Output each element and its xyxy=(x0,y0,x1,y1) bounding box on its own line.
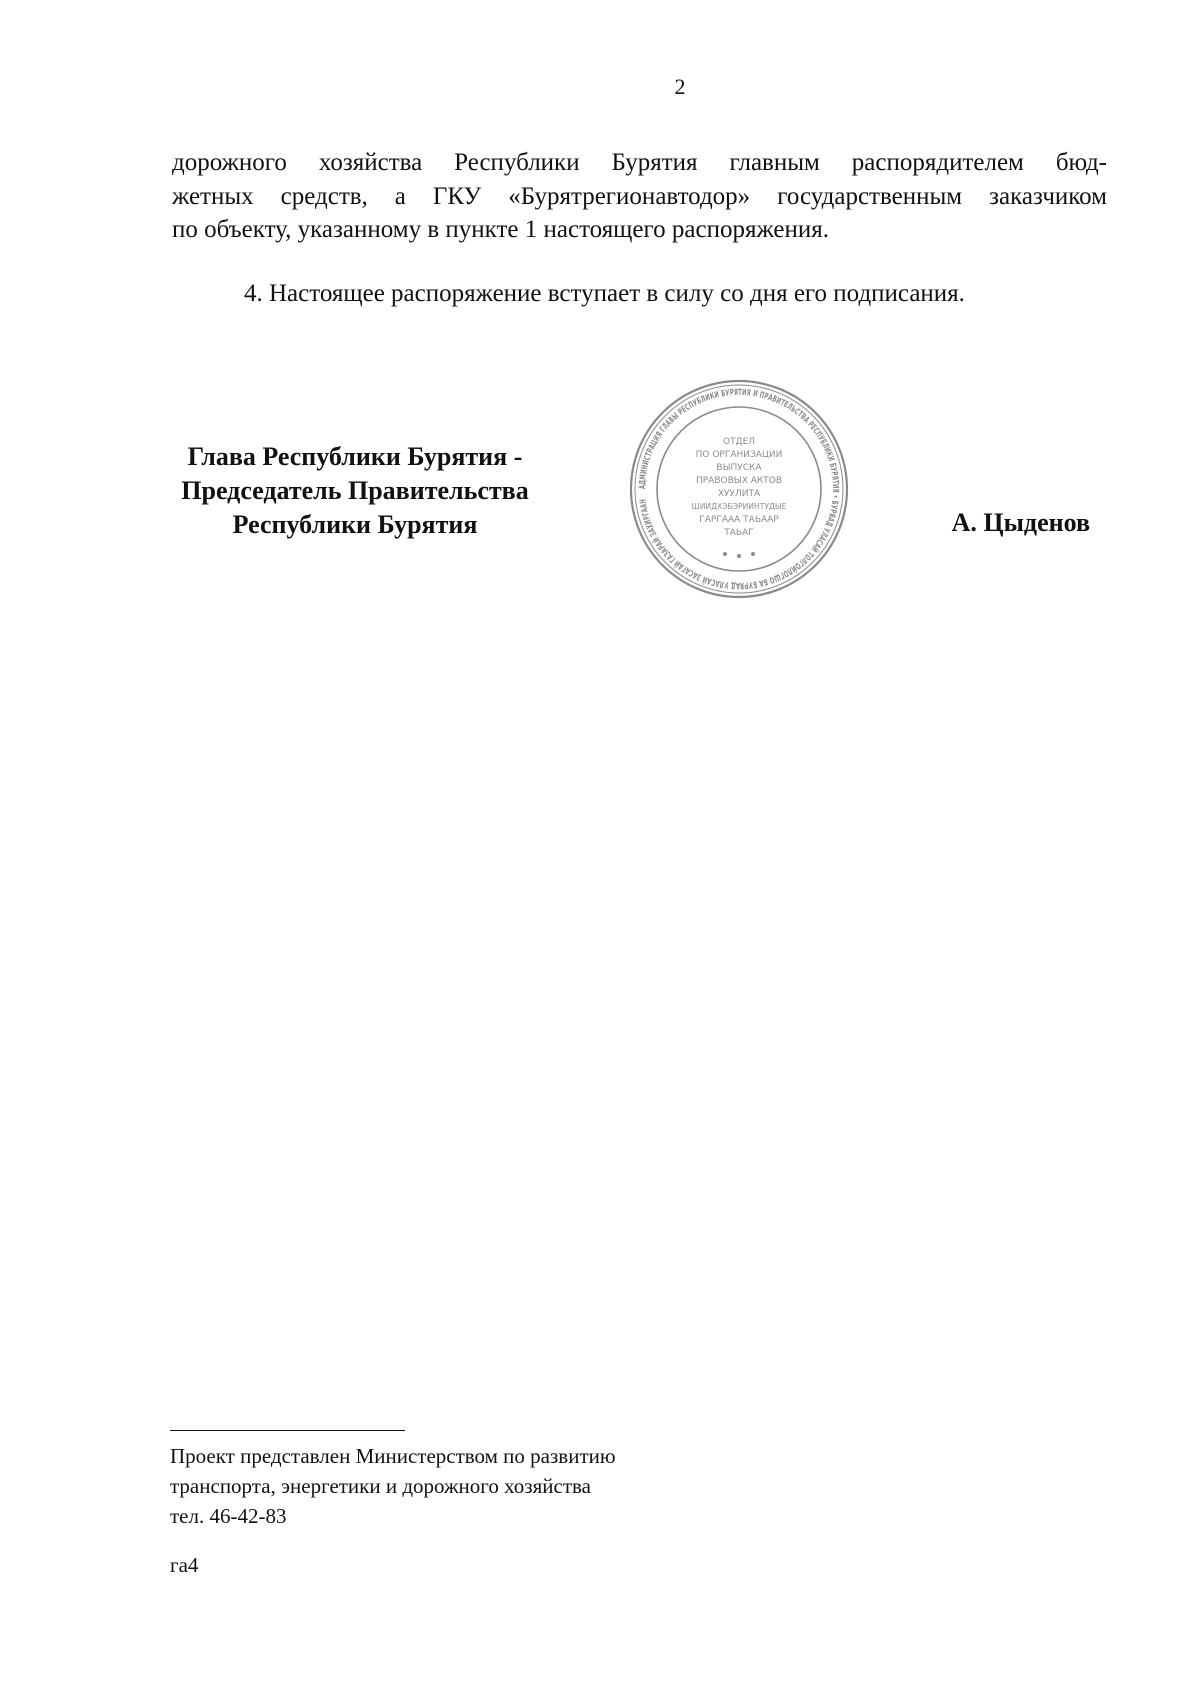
seal-dot xyxy=(751,552,755,556)
document-code: га4 xyxy=(170,1553,199,1577)
footnote-line: Проект представлен Министерством по развитию xyxy=(170,1444,616,1468)
signature-title-line: Председатель Правительства xyxy=(181,476,529,505)
official-seal xyxy=(623,378,855,600)
seal-center-line: ОТДЕЛ xyxy=(722,437,756,447)
signer-name: А. Цыденов xyxy=(951,508,1090,537)
seal-center-line: ПРАВОВЫХ АКТОВ xyxy=(695,476,783,486)
paragraph-4: 4. Настоящее распоряжение вступает в силу со дня его подписания. xyxy=(244,280,965,307)
signature-title-line: Глава Республики Бурятия - xyxy=(187,442,523,471)
page-number: 2 xyxy=(674,74,686,99)
paragraph-line: дорожного хозяйства Республики Бурятия главным распорядителем бюд- xyxy=(172,149,1107,176)
seal-ring-textpath: АДМИНИСТРАЦИЯ ГЛАВЫ РЕСПУБЛИКИ БУРЯТИЯ И ПРАВИТЕЛЬСТВА РЕСПУБЛИКИ БУРЯТИЯ • БУРЯАД УЛАСАЙ ТОЛГОЙЛОГШО БА БУРЯАД УЛАСАЙ ЗАСАГАЙ ГАЗАРАЙ ЗАХИРГААН xyxy=(637,387,841,591)
seal-ornament xyxy=(723,552,755,558)
footnote-line: транспорта, энергетики и дорожного хозяйства xyxy=(170,1474,591,1498)
seal-center-line: ВЫПУСКА xyxy=(716,463,762,473)
seal-center-line: ШИИДХЭБЭРИИНТУДЫЕ xyxy=(691,502,787,511)
seal-center-line: ТАЬАГ xyxy=(724,528,754,538)
paragraph-line: по объекту, указанному в пункте 1 настоящего распоряжения. xyxy=(172,216,830,243)
seal-center-line: ХУУЛИТА xyxy=(717,489,761,499)
signature-title-line: Республики Бурятия xyxy=(232,510,478,539)
footnote xyxy=(170,1441,616,1531)
footnote-divider xyxy=(170,1430,405,1431)
seal-dot xyxy=(737,554,741,558)
seal-center-text xyxy=(692,437,787,538)
paragraph-continued xyxy=(172,146,1107,247)
footnote-phone: тел. 46-42-83 xyxy=(170,1504,287,1528)
paragraph-line: жетных средств, а ГКУ «Бурятрегионавтодор» государственным заказчиком xyxy=(172,182,1107,210)
signature-title xyxy=(160,440,550,542)
seal-dot xyxy=(723,552,727,556)
seal-center-line: ПО ОРГАНИЗАЦИИ xyxy=(695,450,783,460)
seal-center-line: ГАРГААА ТАЬААР xyxy=(699,515,779,525)
